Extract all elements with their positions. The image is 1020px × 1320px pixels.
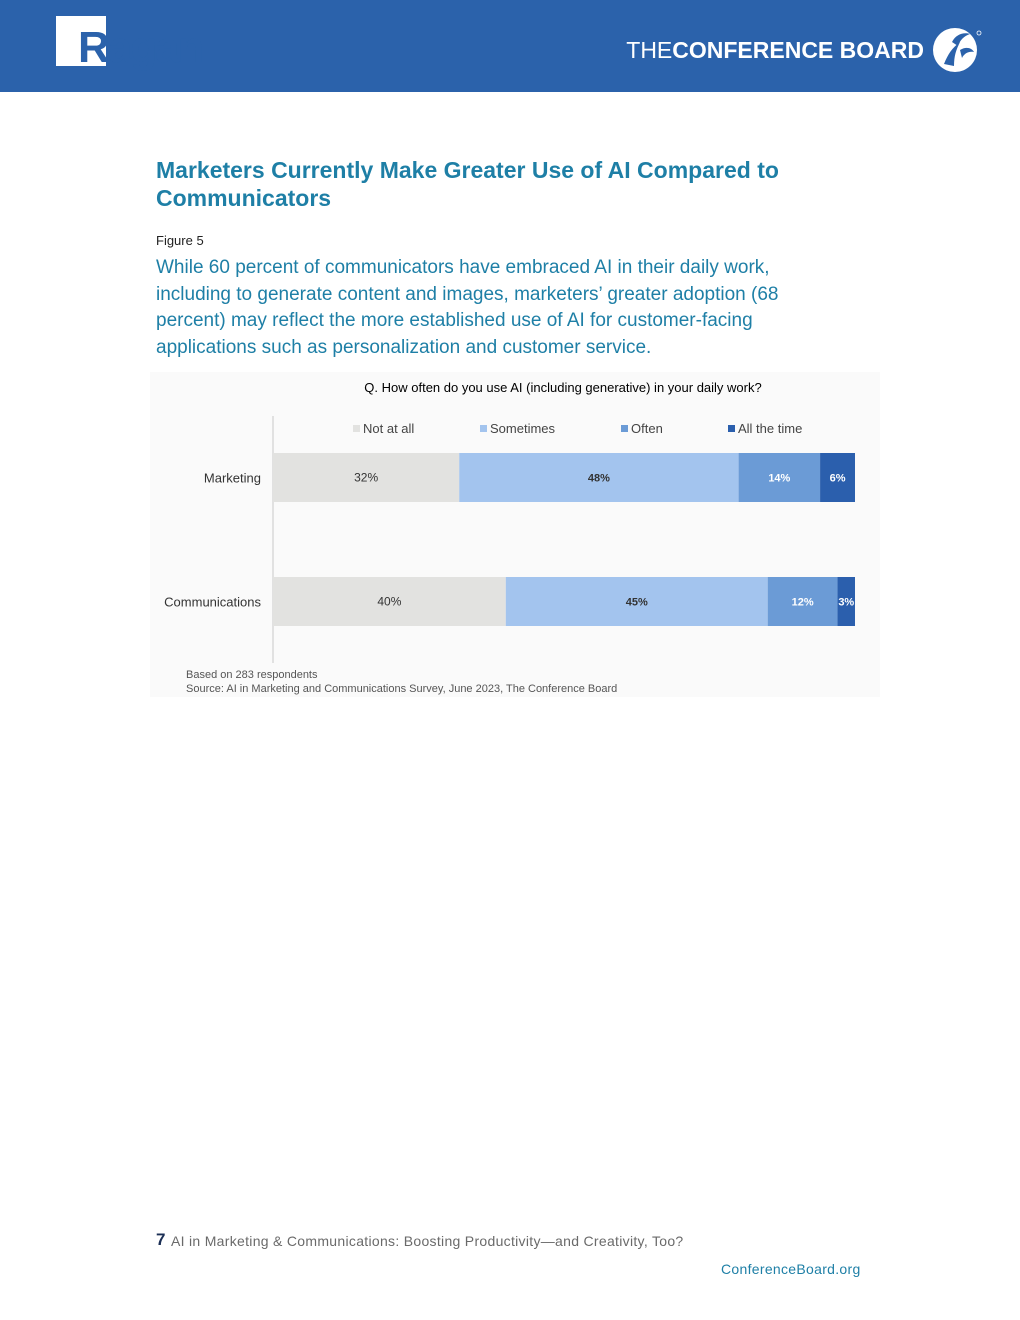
legend-swatch-0	[353, 425, 360, 432]
legend-label-0: Not at all	[363, 421, 415, 436]
conference-board-prefix: THE	[626, 37, 673, 63]
data-label-1-2: 12%	[791, 596, 814, 609]
chart-title: Q. How often do you use AI (including generative) in your daily work?	[364, 380, 762, 395]
conference-board-name: CONFERENCE BOARD	[672, 37, 924, 63]
figure-label: Figure 5	[156, 233, 204, 248]
legend-label-1: Sometimes	[490, 421, 556, 436]
data-label-1-0: 40%	[377, 594, 402, 609]
header-banner	[0, 0, 1020, 92]
category-label-1: Communications	[164, 594, 261, 610]
data-label-1-3: 3%	[838, 596, 855, 609]
figure-lede: While 60 percent of communicators have embraced AI in their daily work, including to generate content and images, marketers’ greater adoption (68 percent) may reflect the more established use of AI for customer-facing applications such as personalization and customer service.	[156, 257, 779, 358]
conference-board-logo	[626, 36, 924, 64]
data-label-0-2: 14%	[768, 472, 791, 485]
figure-panel	[150, 372, 880, 697]
legend-swatch-2	[621, 425, 628, 432]
chart-note-0: Based on 283 respondents	[186, 669, 318, 681]
ragan-logo-text: Ragan	[78, 23, 203, 72]
legend-swatch-1	[480, 425, 487, 432]
section-title: Marketers Currently Make Greater Use of AI Compared to Communicators	[156, 157, 779, 211]
stacked-bar-chart	[150, 372, 880, 697]
legend-swatch-3	[728, 425, 735, 432]
chart-note-1: Source: AI in Marketing and Communications Survey, June 2023, The Conference Board	[186, 683, 618, 695]
data-label-0-0: 32%	[354, 470, 379, 485]
report-title: AI in Marketing & Communications: Boosting Productivity—and Creativity, Too?	[171, 1233, 684, 1249]
legend-label-3: All the time	[738, 421, 803, 436]
conference-board-torch-icon	[930, 24, 984, 74]
data-label-0-1: 48%	[587, 472, 610, 485]
data-label-0-3: 6%	[829, 472, 846, 485]
data-label-1-1: 45%	[625, 596, 648, 609]
page-number: 7	[156, 1230, 166, 1249]
legend-label-2: Often	[631, 421, 663, 436]
category-label-0: Marketing	[203, 470, 261, 486]
site-link[interactable]: ConferenceBoard.org	[721, 1261, 861, 1277]
ragan-logo	[56, 14, 206, 78]
